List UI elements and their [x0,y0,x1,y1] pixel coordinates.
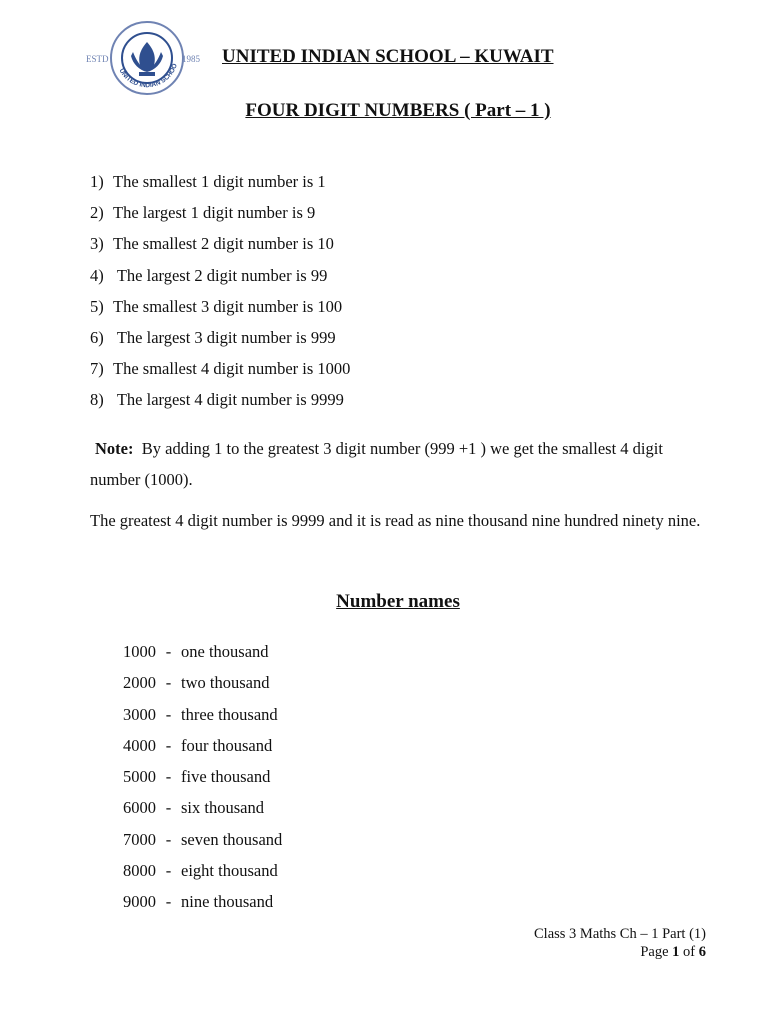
number-name: six thousand [181,798,264,818]
number-value: 8000 [123,861,156,881]
list-item [118,704,282,735]
list-item-text: The smallest 2 digit number is 10 [113,234,334,254]
course-label: Class 3 Maths Ch – 1 Part (1) [534,926,706,942]
list-item [90,171,350,202]
dash: - [165,892,172,912]
school-name: UNITED INDIAN SCHOOL – KUWAIT [222,46,554,67]
number-value: 4000 [123,735,156,755]
number-value: 6000 [123,798,156,818]
list-item [118,766,282,797]
list-item-text: The largest 1 digit number is 9 [113,203,316,223]
list-item-number: 6) [90,327,104,347]
list-item-number: 5) [90,296,104,316]
number-value: 2000 [123,673,156,693]
number-names-list [118,641,282,923]
number-value: 7000 [123,829,156,849]
dash: - [165,673,172,693]
list-item [118,641,282,672]
list-item [90,358,350,389]
number-name: one thousand [181,642,269,661]
list-item [90,233,350,264]
list-item-number: 7) [90,359,104,379]
list-item [118,735,282,766]
page-footer [534,925,706,961]
number-name: eight thousand [181,861,278,881]
number-name: nine thousand [181,892,274,912]
list-item [90,265,350,296]
number-value: 5000 [123,767,156,787]
list-item [90,327,350,358]
list-item-text: The largest 3 digit number is 999 [113,327,336,347]
number-name: two thousand [181,673,270,693]
number-name: four thousand [181,735,273,755]
number-value: 9000 [123,892,156,912]
list-item [90,202,350,233]
list-item [90,389,350,420]
page-number [534,943,706,961]
list-item [118,829,282,860]
number-name: three thousand [181,704,278,724]
page-label: Page [640,944,669,960]
list-item-text: The smallest 4 digit number is 1000 [113,359,351,379]
list-item-number: 4) [90,265,104,285]
list-item-number: 3) [90,234,104,254]
list-item-text: The largest 4 digit number is 9999 [113,390,344,410]
note-label: Note: [95,439,134,458]
page-current: 1 [672,944,680,960]
dash: - [165,829,172,849]
logo-year: 1985 [182,54,200,64]
dash: - [165,798,172,818]
school-crest-icon [84,14,210,104]
logo-estd: ESTD [86,54,109,64]
page-total: 6 [698,944,706,960]
number-value: 1000 [123,642,156,661]
list-item-number: 2) [90,203,104,223]
school-logo [84,14,210,104]
dash: - [165,767,172,787]
list-item [118,860,282,891]
number-value: 3000 [123,704,156,724]
logo-emblem-text: UNITED INDIAN SCHOO [117,62,179,90]
list-item-text: The smallest 3 digit number is 100 [113,296,343,316]
list-item [90,296,350,327]
digit-facts-list [90,171,350,421]
list-item [118,891,282,922]
dash: - [165,735,172,755]
dash: - [165,704,172,724]
number-name: five thousand [181,767,271,787]
document-title: FOUR DIGIT NUMBERS ( Part – 1 ) [245,100,551,121]
greatest-number-paragraph: The greatest 4 digit number is 9999 and it is read as nine thousand nine hundred ninety nine. [90,511,701,530]
list-item-number: 8) [90,390,104,410]
note-paragraph [90,433,710,495]
note-text: By adding 1 to the greatest 3 digit number (999 +1 ) we get the smallest 4 digit number (1000). [90,439,663,489]
dash: - [165,642,172,661]
dash: - [165,861,172,881]
list-item-number: 1) [90,172,104,191]
list-item [118,672,282,703]
page-of: of [683,944,696,960]
list-item [118,797,282,828]
number-names-heading: Number names [336,591,460,612]
number-name: seven thousand [181,829,283,849]
list-item-text: The largest 2 digit number is 99 [113,265,328,285]
list-item-text: The smallest 1 digit number is 1 [113,172,326,191]
